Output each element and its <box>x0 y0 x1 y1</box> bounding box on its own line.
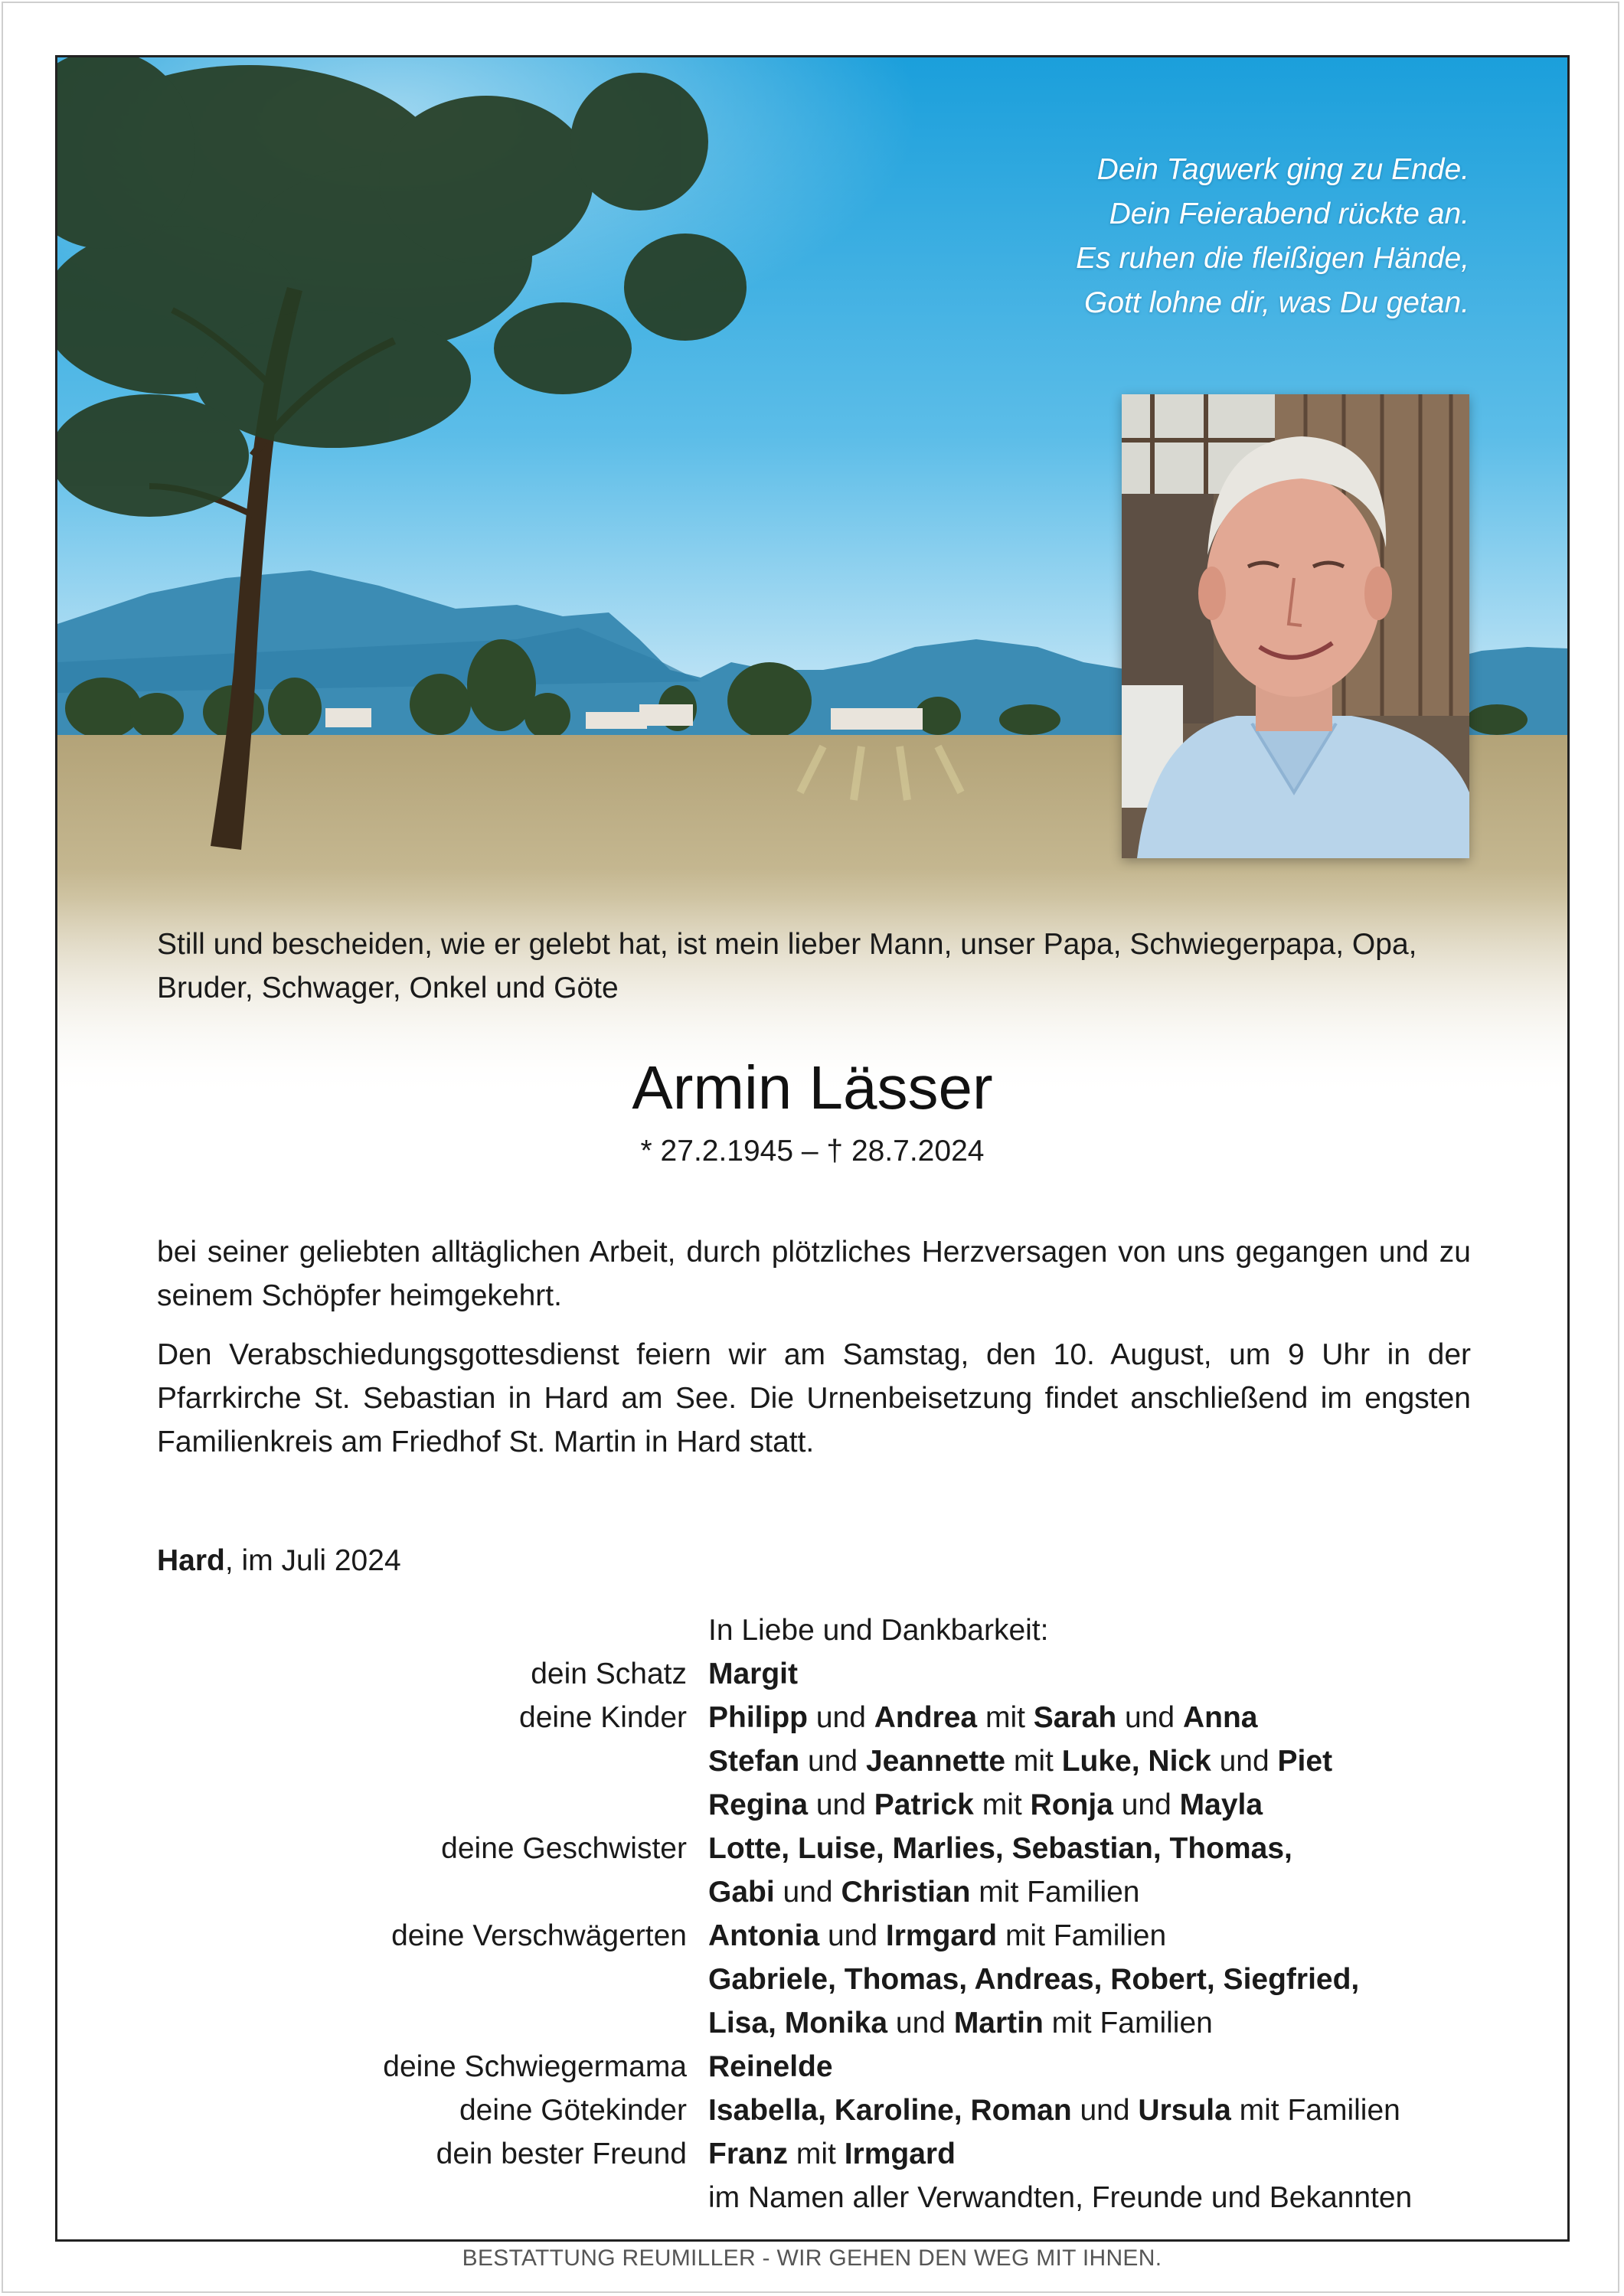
mourner-names <box>708 2132 1535 2176</box>
place-town: Hard <box>157 1544 225 1577</box>
mourner-connector: und <box>808 1701 874 1734</box>
mourner-role <box>157 2176 708 2219</box>
mourner-connector: und <box>1116 1701 1183 1734</box>
mourner-name: Stefan <box>708 1745 800 1778</box>
mourner-name: Piet <box>1277 1745 1333 1778</box>
mourner-name: Reinelde <box>708 2050 833 2083</box>
mourner-connector: im Namen aller Verwandten, Freunde und Bekannten <box>708 2181 1413 2214</box>
mourner-name: Martin <box>953 2007 1044 2040</box>
mourner-name: Jeannette <box>865 1745 1006 1778</box>
mourner-role <box>157 1870 708 1914</box>
mourner-connector: und <box>887 2007 954 2040</box>
mourner-name: Gabriele, Thomas, Andreas, Robert, Siegfried, <box>708 1963 1360 1996</box>
mourner-role <box>157 2001 708 2045</box>
place-date-line <box>157 1539 401 1582</box>
mourner-name: Irmgard <box>885 1919 998 1952</box>
mourner-names <box>708 1696 1535 1739</box>
mourner-name: Luke, Nick <box>1061 1745 1211 1778</box>
mourner-role: deine Götekinder <box>459 2094 687 2127</box>
mourner-names <box>708 2176 1535 2219</box>
mourner-role <box>157 1739 708 1783</box>
mourner-name: Patrick <box>874 1788 974 1821</box>
mourner-row <box>157 1827 1535 1870</box>
portrait-photo <box>1122 394 1469 858</box>
mourner-connector: mit Familien <box>970 1876 1140 1909</box>
mourner-name: Franz <box>708 2138 789 2170</box>
mourner-name: Antonia <box>708 1919 820 1952</box>
mourner-name: Anna <box>1182 1701 1258 1734</box>
mourner-names <box>708 2045 1535 2089</box>
mourner-row <box>157 2001 1535 2045</box>
mourner-connector: und <box>1113 1788 1180 1821</box>
poem-line-1: Dein Tagwerk ging zu Ende. <box>1096 153 1469 186</box>
mourner-row <box>157 2089 1535 2132</box>
mourner-names <box>708 1652 1535 1696</box>
mourner-name: Gabi <box>708 1876 775 1909</box>
mourner-row <box>157 1914 1535 1958</box>
intro-text: Still und bescheiden, wie er gelebt hat, ist mein lieber Mann, unser Papa, Schwiegerpapa, Opa, Bruder, Schwager, Onkel und Göte <box>157 928 1417 1004</box>
mourner-connector: und <box>774 1876 841 1909</box>
mourner-role: deine Verschwägerten <box>391 1919 687 1952</box>
mourner-name: Margit <box>708 1657 798 1690</box>
paragraph-funeral-info: Den Verabschiedungsgottesdienst feiern wir am Samstag, den 10. August, um 9 Uhr in der Pfarrkirche St. Sebastian in Hard am See. Die Urnenbeisetzung findet anschließend im engsten Familienkreis am Friedhof St. Martin in Hard statt. <box>157 1338 1471 1458</box>
obituary-card <box>55 55 1570 2242</box>
mourner-connector: mit <box>788 2138 845 2170</box>
mourner-name: Lotte, Luise, Marlies, Sebastian, Thomas, <box>708 1832 1292 1865</box>
mourner-name: Ronja <box>1030 1788 1113 1821</box>
mourner-names <box>708 1870 1535 1914</box>
mourner-connector: und <box>819 1919 886 1952</box>
footer-text: BESTATTUNG REUMILLER - WIR GEHEN DEN WEG MIT IHNEN. <box>462 2245 1162 2271</box>
mourner-names <box>708 1827 1535 1870</box>
mourner-connector: mit <box>977 1701 1034 1734</box>
mourner-name: Mayla <box>1179 1788 1263 1821</box>
mourner-role <box>157 1783 708 1827</box>
mourner-names <box>708 1739 1535 1783</box>
mourner-names <box>708 1783 1535 1827</box>
mourner-connector: mit <box>1005 1745 1062 1778</box>
mourner-row <box>157 1783 1535 1827</box>
mourner-role: deine Schwiegermama <box>383 2050 687 2083</box>
paragraph-death-notice: bei seiner geliebten alltäglichen Arbeit, durch plötzliches Herzversagen von uns gegangen und zu seinem Schöpfer heimgekehrt. <box>157 1236 1471 1312</box>
mourner-name: Irmgard <box>844 2138 956 2170</box>
poem-line-3: Es ruhen die fleißigen Hände, <box>1076 242 1469 275</box>
mourner-name: Christian <box>841 1876 971 1909</box>
place-date: , im Juli 2024 <box>224 1544 401 1577</box>
mourner-name: Ursula <box>1138 2094 1231 2127</box>
mourner-row <box>157 1696 1535 1739</box>
mourner-name: Lisa, Monika <box>708 2007 888 2040</box>
mourner-name: Philipp <box>708 1701 808 1734</box>
mourner-connector: mit Familien <box>1230 2094 1400 2127</box>
mourner-role: dein bester Freund <box>436 2138 687 2170</box>
life-dates: * 27.2.1945 – † 28.7.2024 <box>640 1135 985 1168</box>
mourner-name: Isabella, Karoline, Roman <box>708 2094 1072 2127</box>
mourner-name: Regina <box>708 1788 809 1821</box>
mourners-heading: In Liebe und Dankbarkeit: <box>708 1614 1049 1647</box>
mourner-connector: und <box>799 1745 866 1778</box>
poem <box>1076 148 1469 325</box>
mourner-row <box>157 2176 1535 2219</box>
mourner-names <box>708 2089 1535 2132</box>
mourner-connector: mit Familien <box>1043 2007 1213 2040</box>
mourner-name: Sarah <box>1033 1701 1117 1734</box>
mourner-role: deine Kinder <box>519 1701 687 1734</box>
mourner-connector: und <box>808 1788 874 1821</box>
mourner-name: Andrea <box>874 1701 978 1734</box>
poem-line-2: Dein Feierabend rückte an. <box>1109 198 1469 230</box>
mourner-row <box>157 2045 1535 2089</box>
mourner-row <box>157 1739 1535 1783</box>
mourner-connector: mit <box>973 1788 1031 1821</box>
mourner-connector: mit Familien <box>997 1919 1167 1952</box>
mourner-names <box>708 1914 1535 1958</box>
mourner-role: dein Schatz <box>531 1657 687 1690</box>
mourner-role <box>157 1958 708 2001</box>
poem-line-4: Gott lohne dir, was Du getan. <box>1084 286 1469 319</box>
mourner-role: deine Geschwister <box>441 1832 687 1865</box>
mourner-row <box>157 2132 1535 2176</box>
mourners-heading-row <box>157 1609 1535 1652</box>
mourner-names <box>708 1958 1535 2001</box>
mourner-connector: und <box>1211 1745 1278 1778</box>
mourner-row <box>157 1652 1535 1696</box>
mourner-connector: und <box>1071 2094 1139 2127</box>
mourner-row <box>157 1870 1535 1914</box>
mourner-row <box>157 1958 1535 2001</box>
mourners-list <box>157 1609 1535 2219</box>
mourner-names <box>708 2001 1535 2045</box>
deceased-name: Armin Lässer <box>632 1053 993 1122</box>
